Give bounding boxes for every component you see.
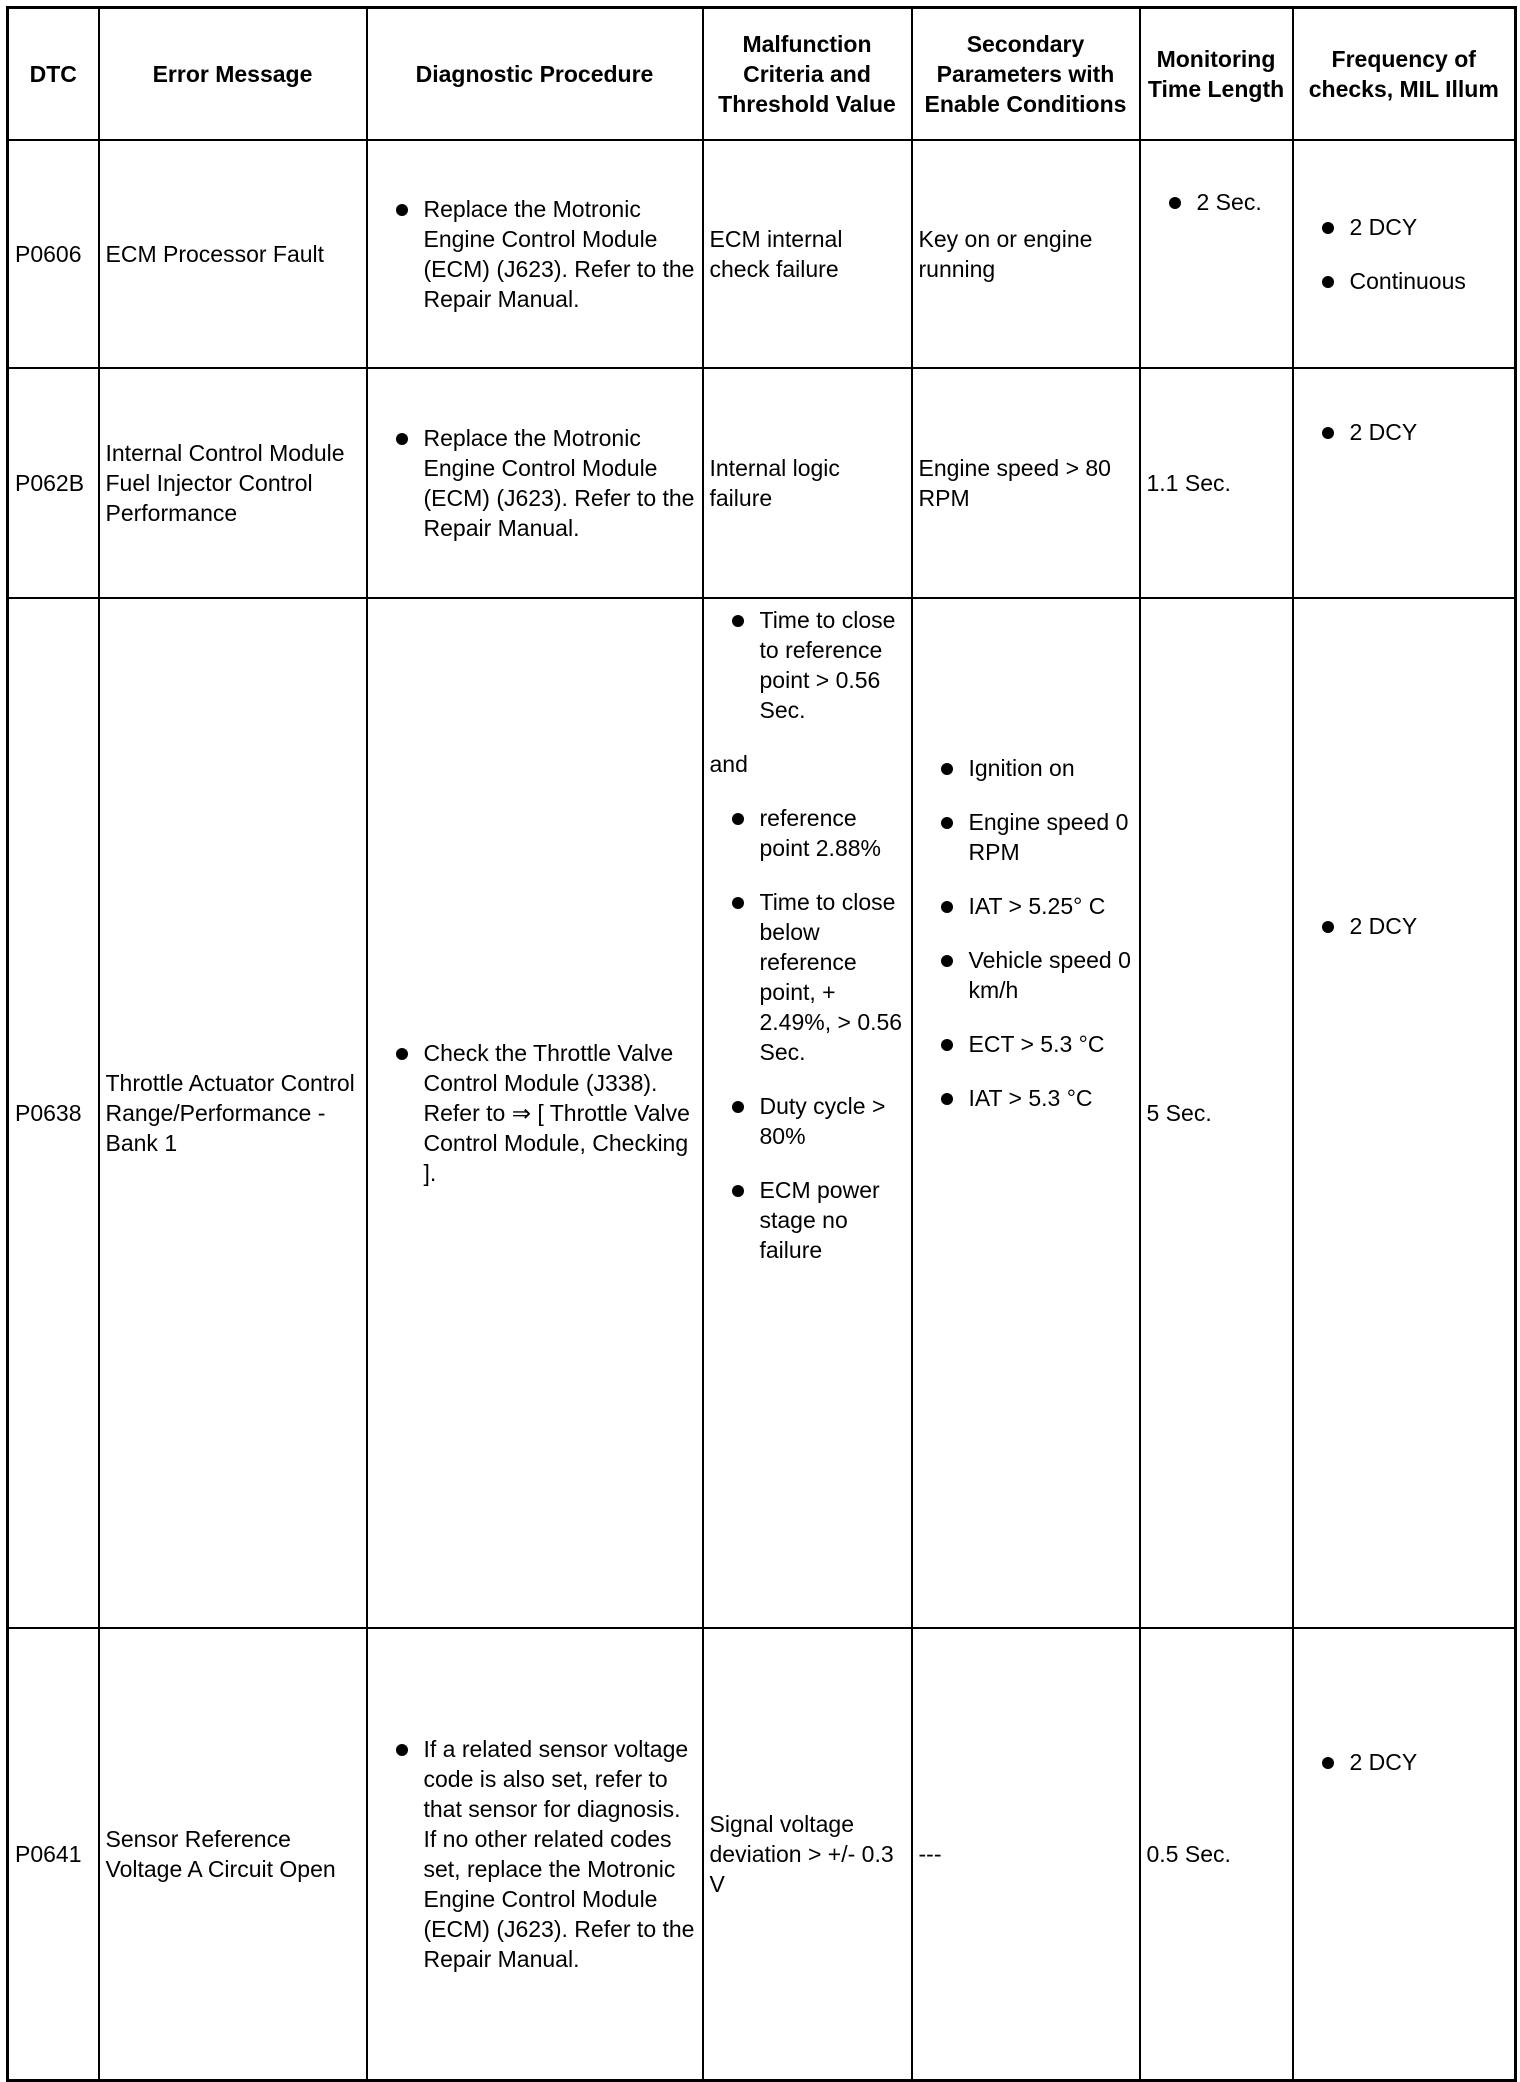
- procedure-item: If a related sensor voltage code is also set, refer to that sensor for diagnosis. If no other related codes set, replace the Motronic Engine Control Module (ECM) (J623). Refer to the Repair Manual.: [374, 1734, 696, 1974]
- procedure-item: Check the Throttle Valve Control Module (J338). Refer to ⇒ [ Throttle Valve Control Module, Checking ].: [374, 1038, 696, 1188]
- frequency-item: 2 DCY: [1300, 911, 1509, 941]
- malfunction-item: reference point 2.88%: [710, 803, 905, 863]
- header-row: [8, 8, 1516, 141]
- monitoring-item: 2 Sec.: [1147, 187, 1286, 217]
- frequency-item: Continuous: [1300, 266, 1509, 296]
- diagnostic-procedure: [367, 368, 703, 598]
- table-row: [8, 140, 1516, 368]
- malfunction-item: ECM power stage no failure: [710, 1175, 905, 1265]
- header-error-message: Error Message: [99, 8, 367, 141]
- secondary-item: Ignition on: [919, 753, 1133, 783]
- secondary-item: IAT > 5.25° C: [919, 891, 1133, 921]
- secondary-item: IAT > 5.3 °C: [919, 1083, 1133, 1113]
- frequency: [1293, 598, 1516, 1628]
- malfunction-criteria: ECM internal check failure: [703, 140, 912, 368]
- secondary-item: Vehicle speed 0 km/h: [919, 945, 1133, 1005]
- dtc-code: P0641: [8, 1628, 99, 2081]
- header-monitoring-time: Monitoring Time Length: [1140, 8, 1293, 141]
- malfunction-criteria: [703, 598, 912, 1628]
- monitoring-time: 1.1 Sec.: [1140, 368, 1293, 598]
- monitoring-time: 0.5 Sec.: [1140, 1628, 1293, 2081]
- malfunction-item: Time to close below reference point, + 2.49%, > 0.56 Sec.: [710, 887, 905, 1067]
- secondary-parameters: [912, 598, 1140, 1628]
- frequency: [1293, 368, 1516, 598]
- frequency: [1293, 1628, 1516, 2081]
- header-dtc: DTC: [8, 8, 99, 141]
- monitoring-time: [1140, 140, 1293, 368]
- table-row: [8, 368, 1516, 598]
- table-row: [8, 598, 1516, 1628]
- error-message: Internal Control Module Fuel Injector Control Performance: [99, 368, 367, 598]
- error-message: Sensor Reference Voltage A Circuit Open: [99, 1628, 367, 2081]
- frequency-item: 2 DCY: [1300, 1747, 1509, 1777]
- error-message: ECM Processor Fault: [99, 140, 367, 368]
- monitoring-time: 5 Sec.: [1140, 598, 1293, 1628]
- diagnostic-procedure: [367, 140, 703, 368]
- diagnostic-procedure: [367, 598, 703, 1628]
- malfunction-criteria: Signal voltage deviation > +/- 0.3 V: [703, 1628, 912, 2081]
- secondary-parameters: Engine speed > 80 RPM: [912, 368, 1140, 598]
- dtc-code: P0606: [8, 140, 99, 368]
- malfunction-criteria: Internal logic failure: [703, 368, 912, 598]
- diagnostic-procedure: [367, 1628, 703, 2081]
- table-row: [8, 1628, 1516, 2081]
- header-malfunction-criteria: Malfunction Criteria and Threshold Value: [703, 8, 912, 141]
- error-message: Throttle Actuator Control Range/Performance - Bank 1: [99, 598, 367, 1628]
- header-diagnostic-procedure: Diagnostic Procedure: [367, 8, 703, 141]
- secondary-parameters: Key on or engine running: [912, 140, 1140, 368]
- secondary-item: ECT > 5.3 °C: [919, 1029, 1133, 1059]
- malfunction-conjunction: and: [709, 751, 748, 777]
- header-frequency: Frequency of checks, MIL Illum: [1293, 8, 1516, 141]
- dtc-table: [6, 6, 1517, 2082]
- secondary-parameters: ---: [912, 1628, 1140, 2081]
- malfunction-item: Time to close to reference point > 0.56 Sec.: [710, 605, 905, 725]
- dtc-code: P062B: [8, 368, 99, 598]
- malfunction-item: Duty cycle > 80%: [710, 1091, 905, 1151]
- frequency-item: 2 DCY: [1300, 417, 1509, 447]
- frequency: [1293, 140, 1516, 368]
- frequency-item: 2 DCY: [1300, 212, 1509, 242]
- dtc-code: P0638: [8, 598, 99, 1628]
- procedure-item: Replace the Motronic Engine Control Module (ECM) (J623). Refer to the Repair Manual.: [374, 423, 696, 543]
- secondary-item: Engine speed 0 RPM: [919, 807, 1133, 867]
- procedure-item: Replace the Motronic Engine Control Module (ECM) (J623). Refer to the Repair Manual.: [374, 194, 696, 314]
- header-secondary-parameters: Secondary Parameters with Enable Conditions: [912, 8, 1140, 141]
